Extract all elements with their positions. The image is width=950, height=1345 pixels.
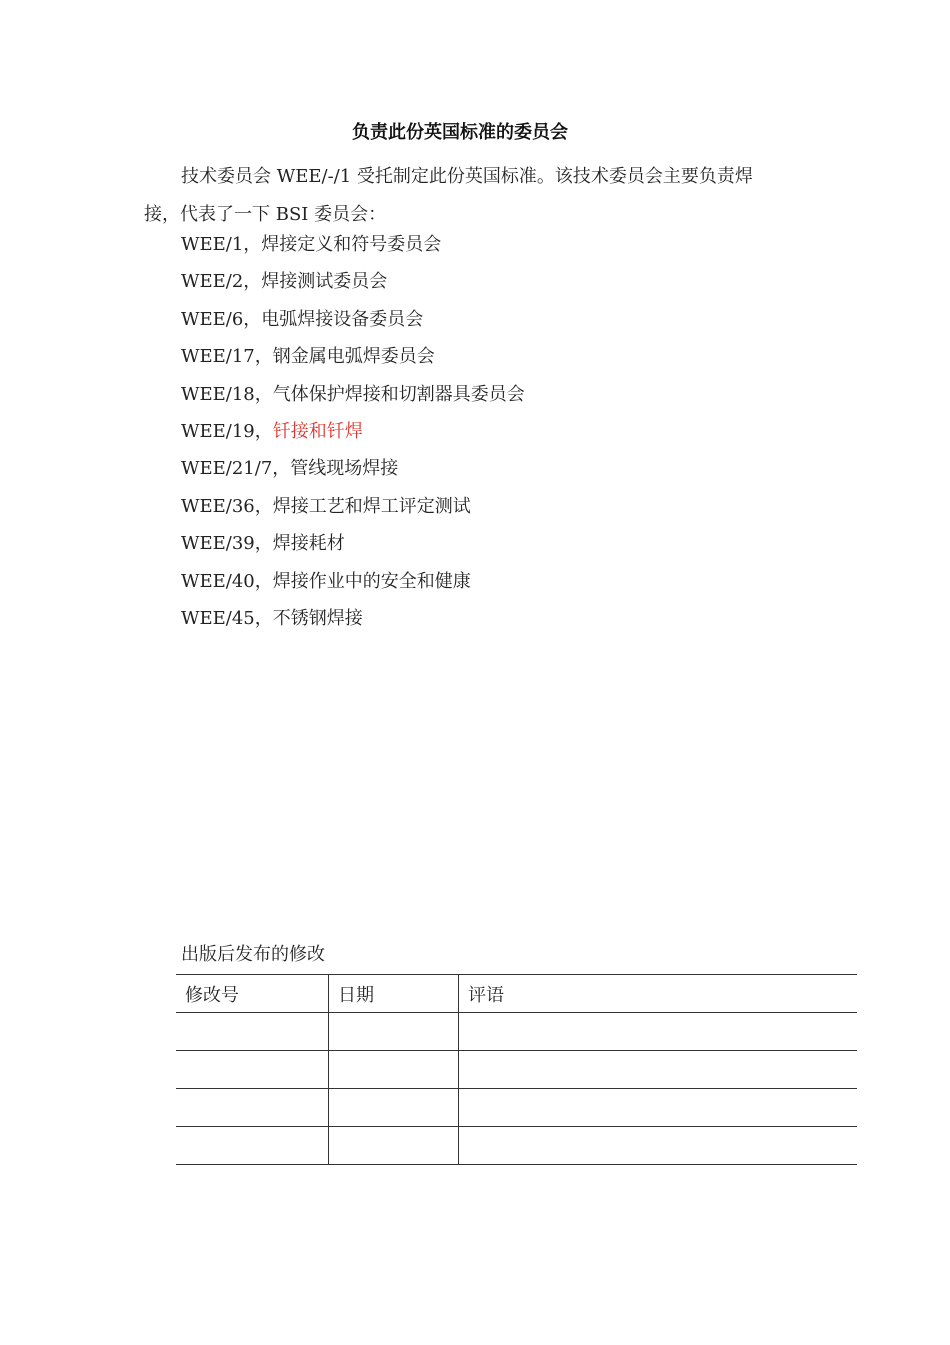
table-cell	[176, 1013, 329, 1051]
committee-code: WEE/45，	[181, 608, 273, 630]
committee-code: WEE/39，	[181, 533, 273, 555]
intro-line-1: 技术委员会 WEE/-/1 受托制定此份英国标准。该技术委员会主要负责焊	[181, 166, 753, 187]
table-cell	[329, 1127, 459, 1165]
table-row	[176, 1013, 857, 1051]
committee-list	[181, 226, 525, 637]
committee-code: WEE/2，	[181, 271, 262, 293]
table-cell	[329, 1013, 459, 1051]
table-cell	[176, 1051, 329, 1089]
committee-code: WEE/1，	[181, 234, 262, 255]
table-cell	[329, 1089, 459, 1127]
committee-code: WEE/21/7，	[181, 458, 291, 480]
committee-item	[181, 226, 525, 263]
committee-code: WEE/17，	[181, 346, 273, 368]
header-amendment-no: 修改号	[176, 975, 329, 1013]
committee-code: WEE/40，	[181, 570, 273, 592]
committee-item	[181, 376, 525, 413]
committee-name-highlighted: 钎接和钎焊	[272, 421, 363, 443]
committee-name: 焊接作业中的安全和健康	[272, 570, 471, 592]
committee-item	[181, 563, 525, 600]
committee-code: WEE/36，	[181, 495, 273, 517]
table-row	[176, 1051, 857, 1089]
table-header-row	[176, 975, 857, 1013]
intro-line-2: 接，代表了一下 BSI 委员会：	[144, 204, 387, 225]
committee-name: 焊接耗材	[272, 533, 345, 555]
committee-name: 气体保护焊接和切割器具委员会	[272, 383, 525, 405]
committee-item	[181, 450, 525, 487]
committee-name: 焊接工艺和焊工评定测试	[272, 495, 471, 517]
committee-item	[181, 525, 525, 562]
intro-paragraph	[144, 158, 784, 234]
committee-name: 焊接定义和符号委员会	[261, 234, 442, 255]
committee-code: WEE/19，	[181, 421, 273, 443]
table-cell	[329, 1051, 459, 1089]
amendments-table	[176, 974, 857, 1165]
table-cell	[459, 1051, 858, 1089]
page-title: 负责此份英国标准的委员会	[352, 122, 568, 143]
table-cell	[176, 1127, 329, 1165]
committee-item	[181, 338, 525, 375]
table-row	[176, 1089, 857, 1127]
table-cell	[459, 1089, 858, 1127]
committee-name: 焊接测试委员会	[261, 271, 388, 293]
committee-code: WEE/18，	[181, 383, 273, 405]
header-date: 日期	[329, 975, 459, 1013]
committee-item	[181, 488, 525, 525]
committee-code: WEE/6，	[181, 308, 262, 330]
table-row	[176, 1127, 857, 1165]
committee-item	[181, 600, 525, 637]
committee-name: 管线现场焊接	[290, 458, 399, 480]
committee-name: 电弧焊接设备委员会	[261, 308, 424, 330]
table-cell	[176, 1089, 329, 1127]
table-cell	[459, 1127, 858, 1165]
committee-item	[181, 301, 525, 338]
committee-name: 不锈钢焊接	[272, 608, 363, 630]
committee-item	[181, 263, 525, 300]
committee-item	[181, 413, 525, 450]
committee-name: 钢金属电弧焊委员会	[272, 346, 435, 368]
header-comments: 评语	[459, 975, 858, 1013]
amendments-caption: 出版后发布的修改	[181, 944, 325, 965]
table-cell	[459, 1013, 858, 1051]
